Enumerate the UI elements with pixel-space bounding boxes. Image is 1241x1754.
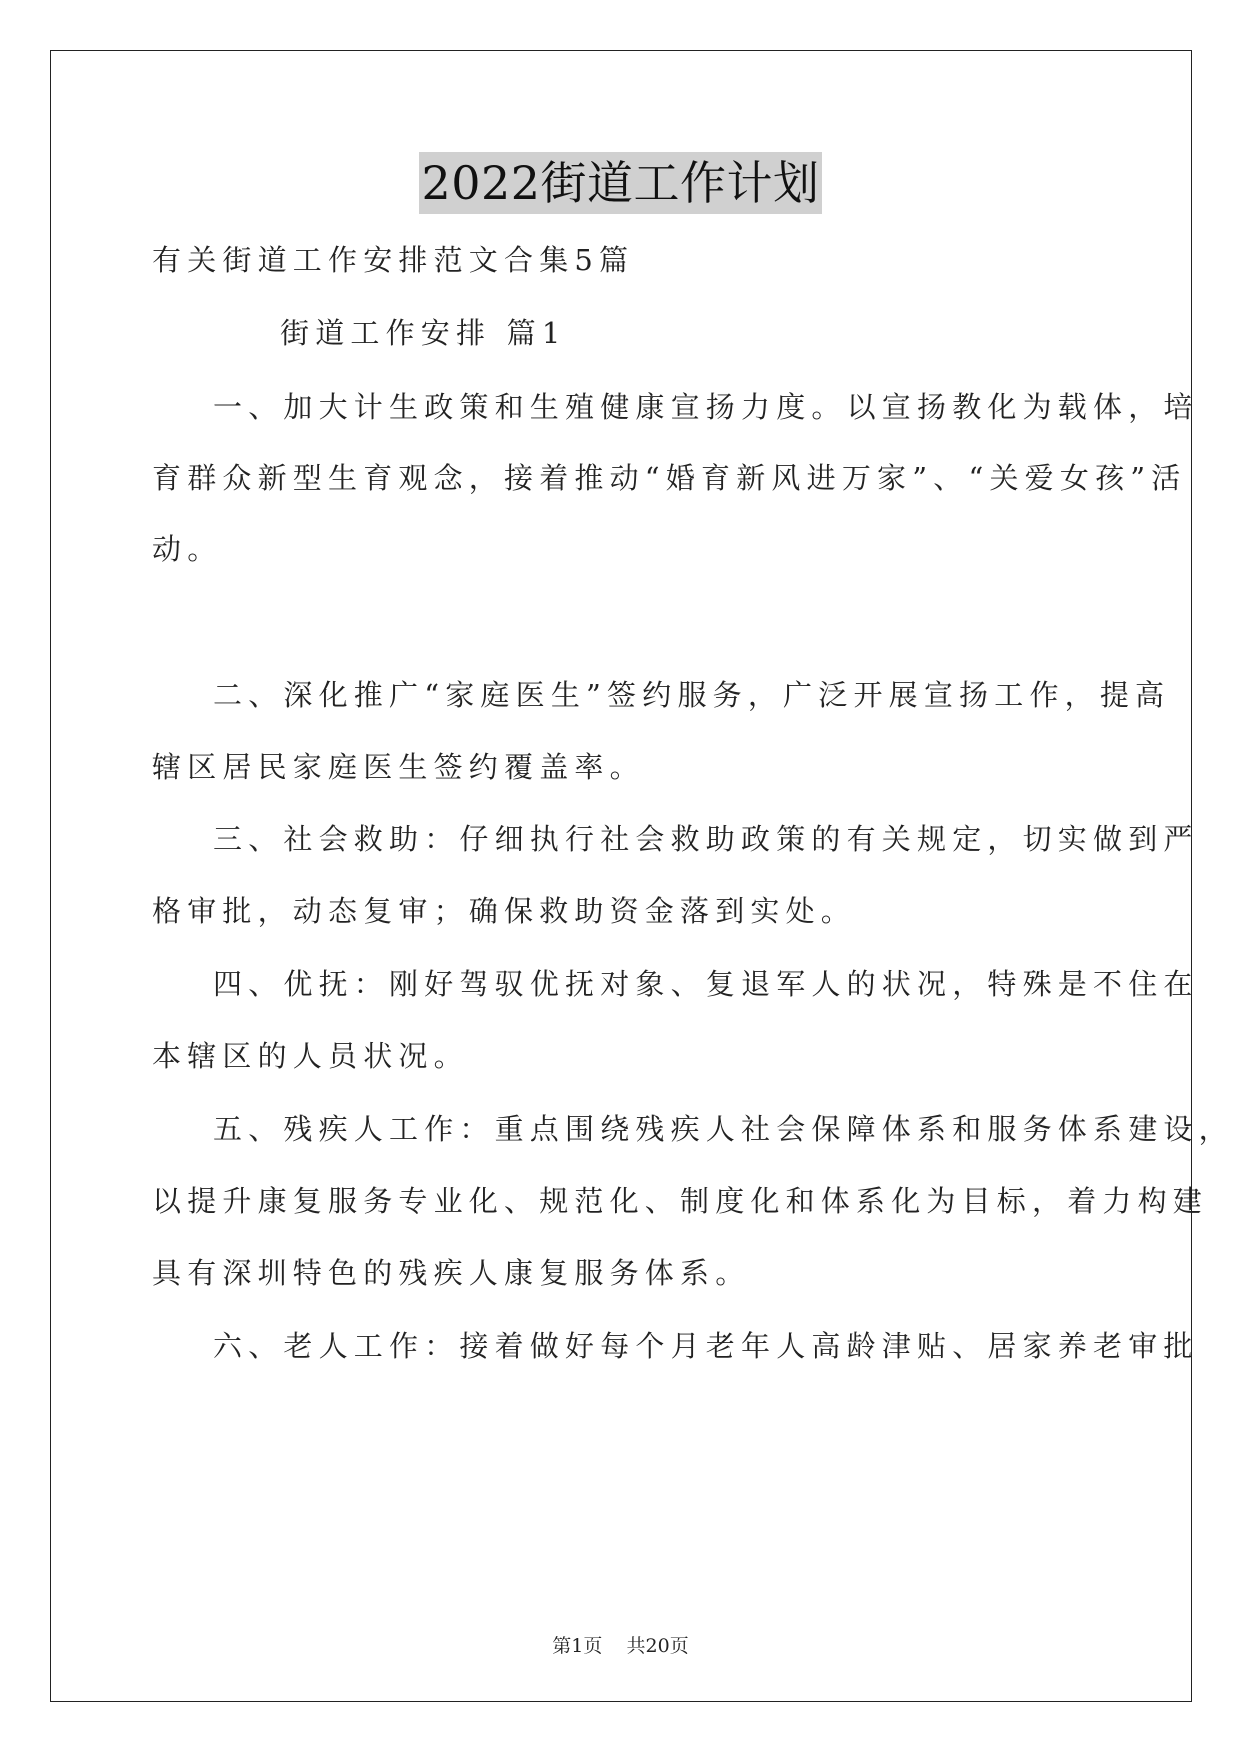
page-total: 共20页: [626, 1635, 689, 1657]
paragraph-1-line-2: 育群众新型生育观念，接着推动“婚育新风进万家”、“关爱女孩”活: [152, 461, 1187, 495]
paragraph-5-line-1: 五、残疾人工作：重点围绕残疾人社会保障体系和服务体系建设，: [213, 1112, 1234, 1146]
page-number: 第1页: [552, 1635, 603, 1657]
paragraph-5-line-2: 以提升康复服务专业化、规范化、制度化和体系化为目标，着力构建: [152, 1184, 1209, 1218]
paragraph-1-line-1: 一、加大计生政策和生殖健康宣扬力度。以宣扬教化为载体，培: [213, 390, 1199, 424]
paragraph-4-line-2: 本辖区的人员状况。: [152, 1039, 469, 1073]
paragraph-2-line-2: 辖区居民家庭医生签约覆盖率。: [152, 750, 645, 784]
document-title: 2022街道工作计划: [419, 152, 821, 214]
paragraph-3-line-2: 格审批，动态复审；确保救助资金落到实处。: [152, 894, 857, 928]
document-intro: 有关街道工作安排范文合集5篇: [152, 243, 635, 277]
paragraph-6-line-1: 六、老人工作：接着做好每个月老年人高龄津贴、居家养老审批: [213, 1329, 1199, 1363]
page-border: [50, 50, 1192, 1702]
paragraph-1-line-3: 动。: [152, 532, 223, 566]
title-container: [0, 152, 1241, 214]
page-footer: [0, 1631, 1241, 1658]
paragraph-3-line-1: 三、社会救助：仔细执行社会救助政策的有关规定，切实做到严: [213, 822, 1199, 856]
section-heading: 街道工作安排 篇1: [280, 316, 567, 350]
paragraph-4-line-1: 四、优抚：刚好驾驭优抚对象、复退军人的状况，特殊是不住在: [213, 967, 1199, 1001]
paragraph-2-line-1: 二、深化推广“家庭医生”签约服务，广泛开展宣扬工作，提高: [213, 678, 1171, 712]
paragraph-5-line-3: 具有深圳特色的残疾人康复服务体系。: [152, 1256, 751, 1290]
